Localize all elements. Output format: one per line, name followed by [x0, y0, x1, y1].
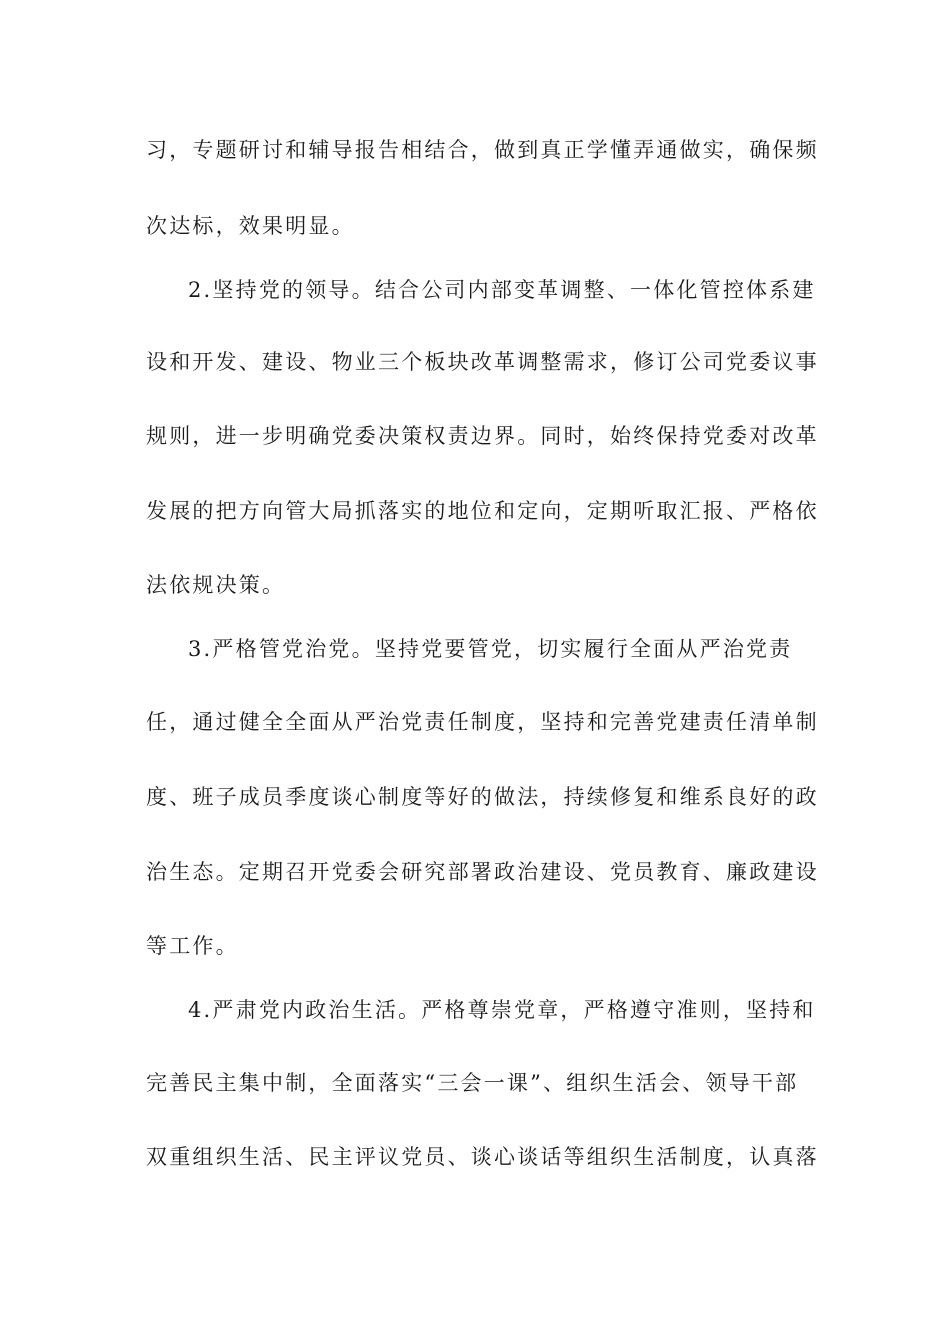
text-line-10: 度、班子成员季度谈心制度等好的做法，持续修复和维系良好的政	[146, 785, 819, 809]
text-line-11: 治生态。定期召开党委会研究部署政治建设、党员教育、廉政建设	[146, 860, 819, 884]
text-line-15: 双重组织生活、民主评议党员、谈心谈话等组织生活制度，认真落	[146, 1145, 819, 1169]
text-line-4: 设和开发、建设、物业三个板块改革调整需求，修订公司党委议事	[146, 350, 819, 374]
text-line-7: 法依规决策。	[146, 573, 286, 597]
paragraph-4-first-line: 4.严肃党内政治生活。严格尊崇党章，严格遵守准则，坚持和	[188, 998, 816, 1022]
text-line-2: 次达标，效果明显。	[146, 214, 355, 238]
text-line-12: 等工作。	[146, 934, 239, 958]
text-line-1: 习，专题研讨和辅导报告相结合，做到真正学懂弄通做实，确保频	[146, 138, 819, 162]
text-line-5: 规则，进一步明确党委决策权责边界。同时，始终保持党委对改革	[146, 424, 819, 448]
paragraph-2-first-line: 2.坚持党的领导。结合公司内部变革调整、一体化管控体系建	[188, 278, 816, 302]
text-line-14: 完善民主集中制，全面落实“三会一课”、组织生活会、领导干部	[146, 1071, 799, 1095]
paragraph-3-first-line: 3.严格管党治党。坚持党要管党，切实履行全面从严治党责	[188, 637, 793, 661]
text-line-9: 任，通过健全全面从严治党责任制度，坚持和完善党建责任清单制	[146, 710, 819, 734]
text-line-6: 发展的把方向管大局抓落实的地位和定向，定期听取汇报、严格依	[146, 499, 819, 523]
